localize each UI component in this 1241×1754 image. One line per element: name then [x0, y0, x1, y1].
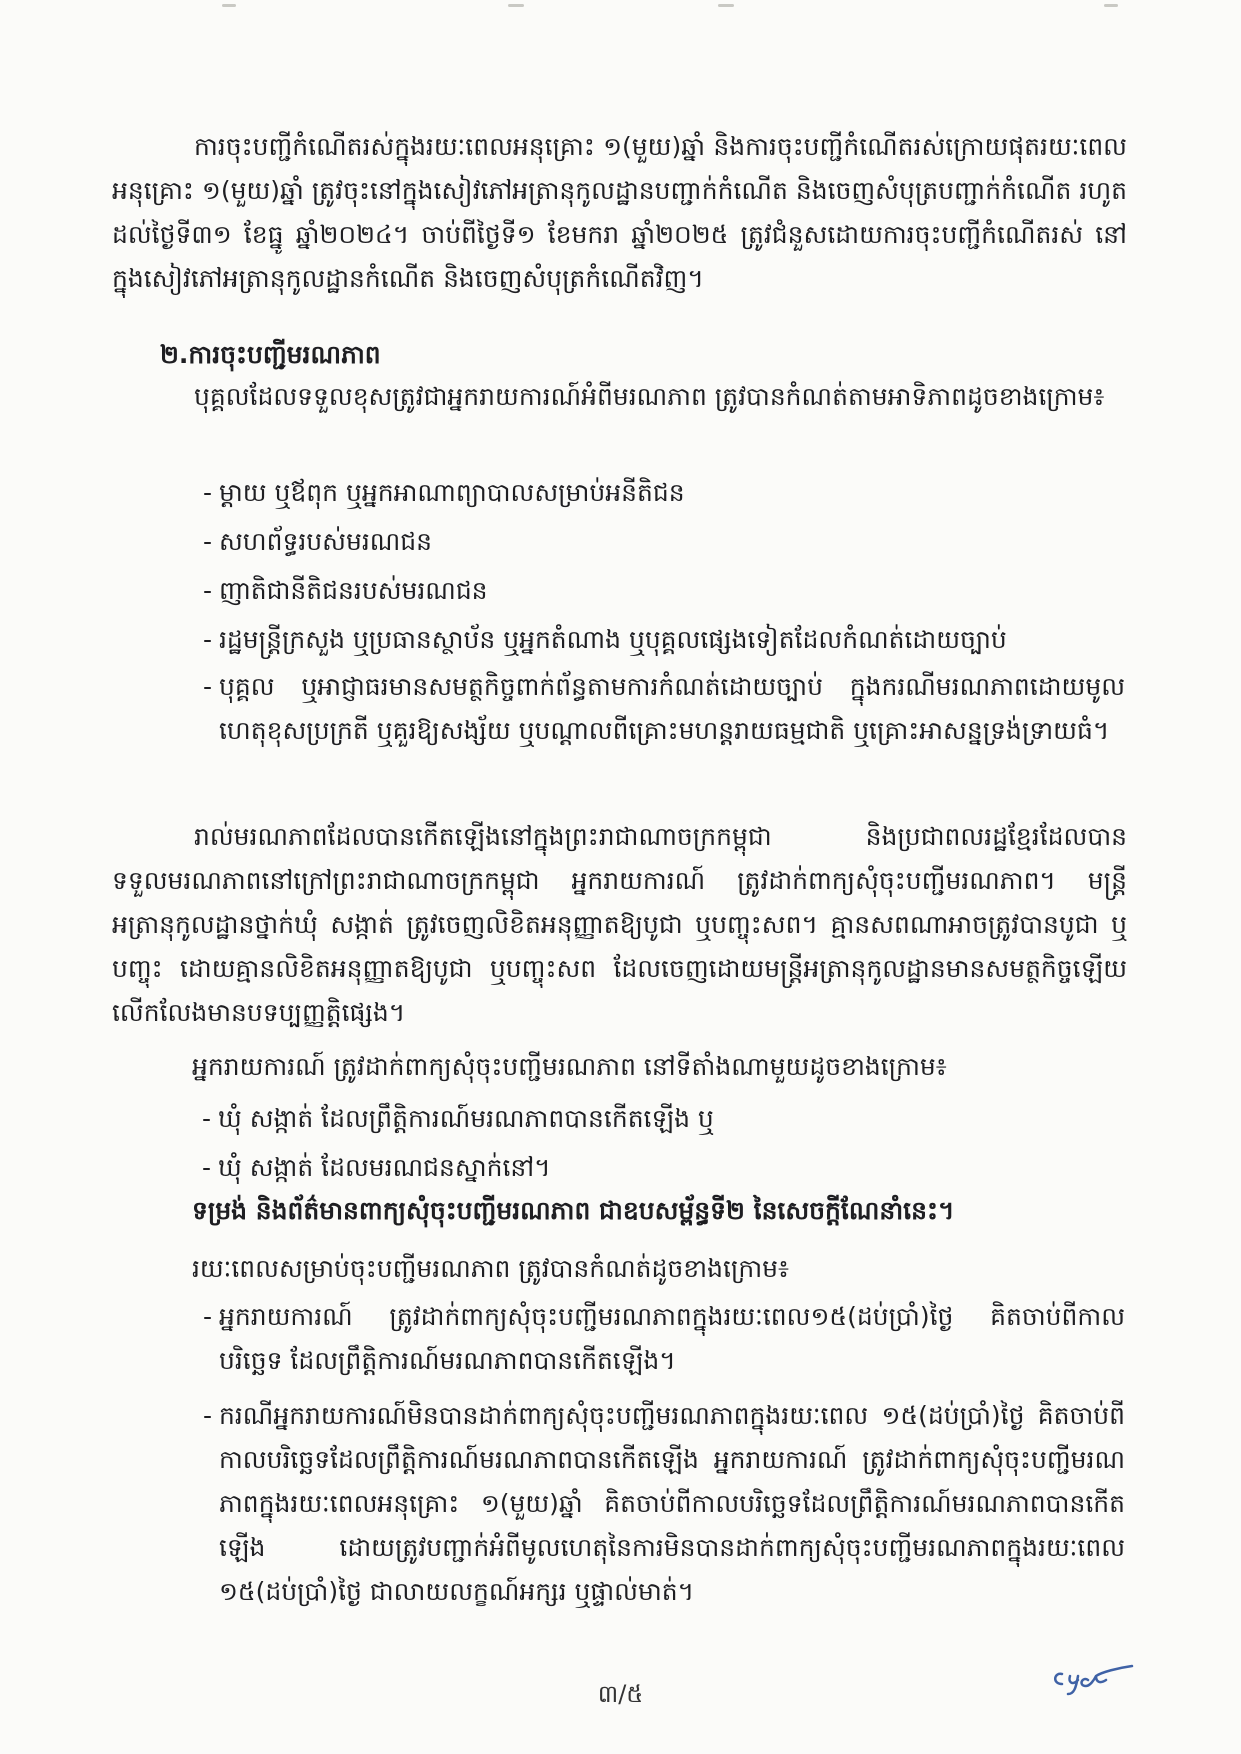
bullet-marker: -: [203, 576, 213, 605]
page-number: ៣/៥: [597, 1680, 644, 1708]
list-item-location: - ឃុំ សង្កាត់ ដែលព្រឹត្តិការណ៍មរណភាពបានកើតឡើង ឬ: [202, 1097, 1124, 1141]
paragraph-filing-locations: អ្នករាយការណ៍ ត្រូវដាក់ពាក្យសុំចុះបញ្ជីមរណភាព នៅទីតាំងណាមួយដូចខាងក្រោម៖: [192, 1052, 947, 1081]
list-item-responsible: - ញាតិជានីតិជនរបស់មរណជន: [203, 569, 1125, 613]
scan-artifact: [508, 4, 524, 7]
bullet-marker: -: [203, 625, 213, 654]
section-heading-death-registration: ២.ការចុះបញ្ជីមរណភាព: [160, 340, 381, 369]
handwritten-initials: [1048, 1656, 1152, 1696]
list-item-location: - ឃុំ សង្កាត់ ដែលមរណជនស្នាក់នៅ។: [202, 1146, 1124, 1190]
bullet-marker: -: [203, 1401, 213, 1430]
list-item-responsible: - បុគ្គល ឬអាជ្ញាធរមានសមត្ថកិច្ចពាក់ព័ន្ធតាមការកំណត់ដោយច្បាប់ ក្នុងករណីមរណភាពដោយមូលហេតុខុសប្រក្រតី ឬគួរឱ្យសង្ស័យ ឬបណ្ដាលពីគ្រោះមហន្តរាយធម្មជាតិ ឬគ្រោះអាសន្នទ្រង់ទ្រាយធំ។: [203, 665, 1125, 753]
scan-artifact: [1104, 4, 1118, 7]
bullet-marker: -: [202, 1104, 212, 1133]
paragraph-death-permit: រាល់មរណភាពដែលបានកើតឡើងនៅក្នុងព្រះរាជាណាចក្រកម្ពុជា និងប្រជាពលរដ្ឋខ្មែរដែលបានទទួលមរណភាពនៅក្រៅព្រះរាជាណាចក្រកម្ពុជា អ្នករាយការណ៍ ត្រូវដាក់ពាក្យសុំចុះបញ្ជីមរណភាព។ មន្ត្រីអត្រានុកូលដ្ឋានថ្នាក់ឃុំ សង្កាត់ ត្រូវចេញលិខិតអនុញ្ញាតឱ្យបូជា ឬបញ្ចុះសព។ គ្មានសពណាអាចត្រូវបានបូជា ឬបញ្ចុះ ដោយគ្មានលិខិតអនុញ្ញាតឱ្យបូជា ឬបញ្ចុះសព ដែលចេញដោយមន្ត្រីអត្រានុកូលដ្ឋានមានសមត្ថកិច្ចឡើយ លើកលែងមានបទប្បញ្ញត្តិផ្សេង។: [112, 822, 1127, 1027]
signature-stroke: [1055, 1666, 1132, 1694]
form-annex-note: ទម្រង់ និងព័ត៌មានពាក្យសុំចុះបញ្ជីមរណភាព ជាឧបសម្ព័ន្ធទី២ នៃសេចក្ដីណែនាំនេះ។: [192, 1196, 955, 1225]
paragraph-birth-registration: ការចុះបញ្ជីកំណើតរស់ក្នុងរយៈពេលអនុគ្រោះ ១(មួយ)ឆ្នាំ និងការចុះបញ្ជីកំណើតរស់ក្រោយផុតរយៈពេលអនុគ្រោះ ១(មួយ)ឆ្នាំ ត្រូវចុះនៅក្នុងសៀវភៅអត្រានុកូលដ្ឋានបញ្ជាក់កំណើត និងចេញសំបុត្របញ្ជាក់កំណើត រហូតដល់ថ្ងៃទី៣១ ខែធ្នូ ឆ្នាំ២០២៤។ ចាប់ពីថ្ងៃទី១ ខែមករា ឆ្នាំ២០២៥ ត្រូវជំនួសដោយការចុះបញ្ជីកំណើតរស់ នៅក្នុងសៀវភៅអត្រានុកូលដ្ឋានកំណើត និងចេញសំបុត្រកំណើតវិញ។: [112, 132, 1127, 293]
bullet-marker: -: [203, 1302, 213, 1331]
bullet-marker: -: [202, 1153, 212, 1182]
paragraph-registration-period: រយៈពេលសម្រាប់ចុះបញ្ជីមរណភាព ត្រូវបានកំណត់ដូចខាងក្រោម៖: [192, 1254, 789, 1283]
list-item-responsible: - រដ្ឋមន្ត្រីក្រសួង ឬប្រធានស្ថាប័ន ឬអ្នកតំណាង ឬបុគ្គលផ្សេងទៀតដែលកំណត់ដោយច្បាប់: [203, 618, 1125, 662]
bullet-marker: -: [203, 527, 213, 556]
scan-artifact: [222, 4, 236, 7]
bullet-marker: -: [203, 672, 213, 701]
list-item-period: - អ្នករាយការណ៍ ត្រូវដាក់ពាក្យសុំចុះបញ្ជីមរណភាពក្នុងរយៈពេល១៥(ដប់ប្រាំ)ថ្ងៃ គិតចាប់ពីកាលបរិច្ឆេទ ដែលព្រឹត្តិការណ៍មរណភាពបានកើតឡើង។: [203, 1295, 1125, 1383]
bullet-marker: -: [203, 478, 213, 507]
list-item-responsible: - សហព័ទ្ធរបស់មរណជន: [203, 520, 1125, 564]
scan-artifact: [718, 4, 734, 7]
paragraph-responsible-persons: បុគ្គលដែលទទួលខុសត្រូវជាអ្នករាយការណ៍អំពីមរណភាព ត្រូវបានកំណត់តាមអាទិភាពដូចខាងក្រោម៖: [194, 382, 1105, 411]
list-item-period: - ករណីអ្នករាយការណ៍មិនបានដាក់ពាក្យសុំចុះបញ្ជីមរណភាពក្នុងរយៈពេល ១៥(ដប់ប្រាំ)ថ្ងៃ គិតចាប់ពីកាលបរិច្ឆេទដែលព្រឹត្តិការណ៍មរណភាពបានកើតឡើង អ្នករាយការណ៍ ត្រូវដាក់ពាក្យសុំចុះបញ្ជីមរណភាពក្នុងរយៈពេលអនុគ្រោះ ១(មួយ)ឆ្នាំ គិតចាប់ពីកាលបរិច្ឆេទដែលព្រឹត្តិការណ៍មរណភាពបានកើតឡើង ដោយត្រូវបញ្ជាក់អំពីមូលហេតុនៃការមិនបានដាក់ពាក្យសុំចុះបញ្ជីមរណភាពក្នុងរយៈពេល ១៥(ដប់ប្រាំ)ថ្ងៃ ជាលាយលក្ខណ៍អក្សរ ឬផ្ទាល់មាត់។: [203, 1394, 1125, 1614]
list-item-responsible: - ម្ដាយ ឬឪពុក ឬអ្នកអាណាព្យាបាលសម្រាប់អនីតិជន: [203, 471, 1125, 515]
